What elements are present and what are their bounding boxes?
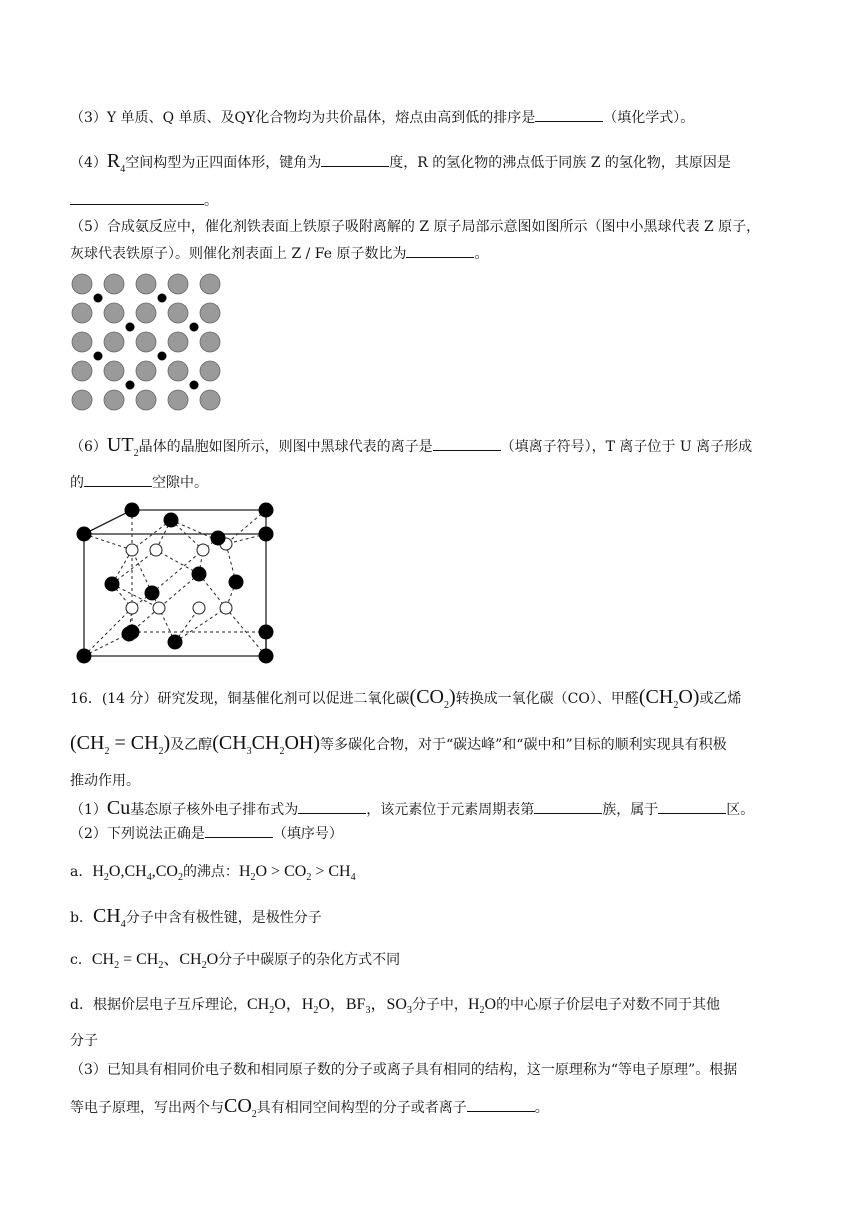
formula-co2-2: $CO_2$ — [224, 1095, 257, 1120]
option-d-line1: d．根据价层电子互斥理论，$CH_2O$，$H_2O$，$BF_3$，$SO_3$分子中，$H_2O$的中心原子价层电子对数不同于其他 — [70, 996, 721, 1017]
q16-part2: （2）下列说法正确是 （填序号） — [70, 823, 343, 844]
white-ion — [126, 602, 138, 614]
fe-atom — [168, 390, 188, 410]
fe-atom — [104, 361, 124, 381]
formula-bp-order: $H_2O > CO_2 > CH_4$ — [238, 863, 356, 884]
black-ion — [259, 625, 274, 640]
white-ion — [153, 602, 165, 614]
answer-blank[interactable] — [467, 1097, 535, 1112]
fe-atom — [136, 332, 156, 352]
q16-part1: （1）Cu基态原子核外电子排布式为 ，该元素位于元素周期表第 族，属于 区。 — [70, 797, 755, 819]
formula-option-c: $CH_2 = CH_2$、$CH_2O$ — [91, 951, 219, 972]
fe-atom — [72, 332, 92, 352]
z-atom — [94, 294, 103, 303]
formula-ch2o: $(CH_2O)$ — [638, 686, 700, 711]
z-atom — [126, 381, 135, 390]
q16-part3-line2: 等电子原理，写出两个与$CO_2$具有相同空间构型的分子或者离子 。 — [70, 1095, 549, 1120]
fe-atom — [136, 303, 156, 323]
formula-h2o: $H_2O$ — [467, 996, 497, 1017]
q15-part5-line2: 灰球代表铁原子）。则催化剂表面上 Z / Fe 原子数比为 。 — [70, 243, 488, 264]
formula-list-d: $CH_2O$，$H_2O$，$BF_3$，$SO_3$ — [246, 996, 412, 1017]
z-atom — [94, 352, 103, 361]
q15-part5-line1: （5）合成氨反应中，催化剂铁表面上铁原子吸附离解的 Z 原子局部示意图如图所示（图中小黑球代表 Z 原子， — [70, 219, 761, 235]
fe-atom — [72, 390, 92, 410]
q16-line3: 推动作用。 — [70, 773, 140, 789]
z-atom — [190, 323, 199, 332]
fe-atom — [136, 361, 156, 381]
answer-blank[interactable] — [298, 799, 366, 814]
white-ion — [193, 602, 205, 614]
formula-ethylene: $(CH_2 = CH_2)$ — [70, 732, 171, 757]
fe-atom — [200, 361, 220, 381]
option-c: c．$CH_2 = CH_2$、$CH_2O$分子中碳原子的杂化方式不同 — [70, 951, 401, 972]
black-ion — [211, 531, 226, 546]
fe-atom — [104, 303, 124, 323]
formula-ethanol: $(CH_3CH_2OH)$ — [212, 732, 320, 757]
fe-atom — [72, 274, 92, 294]
answer-blank[interactable] — [321, 152, 389, 167]
black-ion — [259, 527, 274, 542]
q15-part3: （3）Y 单质、Q 单质、及QY化合物均为共价晶体，熔点由高到低的排序是 （填化学式）。 — [70, 107, 694, 128]
formula-ch4: $CH_4$ — [92, 905, 126, 930]
white-ion — [150, 544, 162, 556]
black-ion — [77, 649, 92, 664]
fe-atom — [104, 274, 124, 294]
fe-atom — [72, 361, 92, 381]
z-atom — [158, 352, 167, 361]
black-ion — [105, 577, 120, 592]
answer-blank[interactable] — [534, 799, 602, 814]
fe-atom — [168, 332, 188, 352]
answer-blank[interactable] — [205, 823, 273, 838]
q15-part6-line2: 的 空隙中。 — [70, 472, 208, 493]
answer-blank[interactable] — [433, 436, 501, 451]
black-ion — [168, 635, 183, 650]
answer-blank[interactable] — [406, 243, 474, 258]
fe-atom — [136, 274, 156, 294]
answer-blank[interactable] — [535, 107, 603, 122]
black-ion — [164, 513, 179, 528]
fe-atom — [104, 332, 124, 352]
z-atom — [158, 294, 167, 303]
answer-blank[interactable] — [70, 190, 204, 205]
q16-line1: 16．(14 分）研究发现，铜基催化剂可以促进二氧化碳$(CO_2)$转换成一氧化碳（CO）、甲醛$(CH_2O)$或乙烯 — [70, 686, 742, 711]
black-ion — [77, 527, 92, 542]
black-ion — [229, 575, 244, 590]
black-ion — [125, 503, 140, 518]
fe-atom — [200, 390, 220, 410]
fe-atom — [168, 274, 188, 294]
q15-part4: $(4)R_4$空间构型为正四面体形，键角为 度，R 的氢化物的沸点低于同族 Z 的氢化物，其原因是 — [70, 150, 731, 175]
z-atom — [126, 323, 135, 332]
unit-cell-figure — [70, 500, 285, 668]
option-a: a．$H_2O,CH_4,CO_2$的沸点：$H_2O > CO_2 > CH_4$ — [70, 863, 356, 884]
formula-list-a: $H_2O,CH_4,CO_2$ — [92, 863, 183, 884]
answer-blank[interactable] — [658, 799, 726, 814]
option-b: b．$CH_4$分子中含有极性键，是极性分子 — [70, 905, 322, 930]
black-ion — [145, 586, 160, 601]
black-ion — [122, 627, 137, 642]
q15-part4-line2: 。 — [70, 190, 218, 211]
formula-co2: $(CO_2)$ — [409, 686, 456, 711]
q16-part3-line1: （3）已知具有相同价电子数和相同原子数的分子或离子具有相同的结构，这一原理称为“等电子原理”。根据 — [70, 1062, 738, 1078]
white-ion — [220, 602, 232, 614]
fe-atom — [72, 303, 92, 323]
z-atom — [190, 381, 199, 390]
answer-blank[interactable] — [84, 472, 152, 487]
fe-atom — [200, 332, 220, 352]
option-d-line2: 分子 — [70, 1033, 98, 1049]
fe-atom — [136, 390, 156, 410]
black-ion — [192, 567, 207, 582]
q15-part6-line1: $(6)UT_2$晶体的晶胞如图所示，则图中黑球代表的离子是 （填离子符号），T 离子位于 U 离子形成 — [70, 434, 753, 459]
white-ion — [197, 544, 209, 556]
white-ion — [126, 544, 138, 556]
formula-ut2: $UT_2$ — [106, 434, 139, 459]
fe-atom — [200, 274, 220, 294]
formula-r4: $R_4$ — [106, 150, 126, 175]
black-ion — [259, 649, 274, 664]
fe-atom — [168, 303, 188, 323]
fe-surface-figure — [70, 272, 225, 414]
black-ion — [259, 503, 274, 518]
formula-cu: Cu — [106, 797, 131, 819]
q16-line2: $(CH_2 = CH_2)$及乙醇$(CH_3CH_2OH)$等多碳化合物，对于“碳达峰”和“碳中和”目标的顺利实现具有积极 — [70, 732, 727, 757]
fe-atom — [200, 303, 220, 323]
fe-atom — [104, 390, 124, 410]
fe-atom — [168, 361, 188, 381]
